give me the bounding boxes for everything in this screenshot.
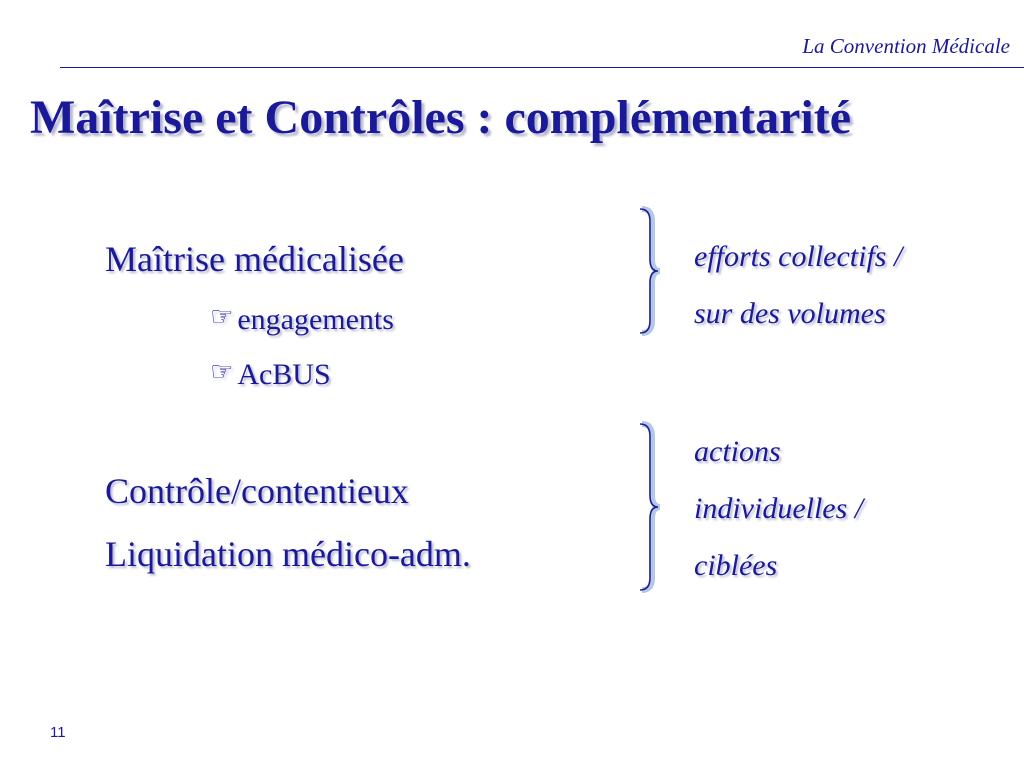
bullet-item — [210, 302, 394, 337]
header-title: La Convention Médicale — [802, 34, 1010, 58]
page-number: 11 — [50, 724, 66, 741]
right-brace-icon — [636, 205, 666, 337]
right-brace-icon — [636, 420, 666, 594]
pointing-hand-icon: ☞ — [210, 302, 234, 332]
pointing-hand-icon: ☞ — [210, 357, 234, 387]
slide-title: Maîtrise et Contrôles : complémentarité — [30, 91, 852, 144]
group1-note — [694, 228, 902, 342]
group2-line: Liquidation médico-adm. — [105, 534, 471, 574]
group2-note — [694, 423, 863, 594]
note-line: actions — [694, 435, 781, 468]
group1-heading: Maîtrise médicalisée — [105, 239, 404, 279]
bullet-label: engagements — [237, 303, 394, 336]
bullet-label: AcBUS — [237, 358, 331, 391]
note-line: individuelles / — [694, 492, 864, 525]
note-line: ciblées — [694, 549, 778, 582]
group2-line: Contrôle/contentieux — [105, 471, 409, 511]
note-line: sur des volumes — [694, 297, 886, 330]
note-line: efforts collectifs / — [694, 240, 903, 273]
bullet-item — [210, 357, 331, 392]
header-divider — [60, 67, 1024, 68]
